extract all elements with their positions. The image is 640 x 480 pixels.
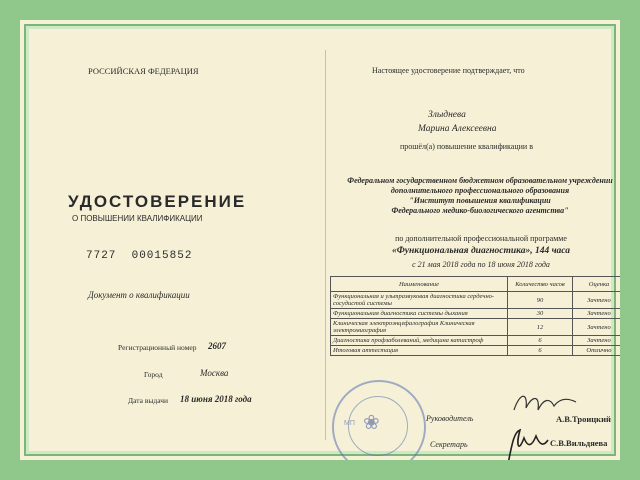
secretary-label: Секретарь [430, 440, 468, 449]
passed-text: прошёл(а) повышение квалификации в [400, 142, 533, 151]
subject-grade: Зачтено [572, 292, 625, 309]
program-name: «Функциональная диагностика», 144 часа [391, 246, 571, 256]
org-line: дополнительного профессионального образования [390, 186, 570, 195]
eagle-emblem-icon: ❀ [363, 412, 380, 434]
subject-hours: 6 [508, 346, 573, 356]
subject-grade: Зачтено [572, 336, 625, 346]
head-label: Руководитель [426, 414, 474, 423]
table-row [331, 292, 626, 309]
stamp-mark: МП [344, 420, 355, 427]
document-type: Документ о квалификации [88, 290, 190, 300]
document-title: УДОСТОВЕРЕНИЕ [68, 192, 247, 211]
issue-date-value: 18 июня 2018 года [180, 394, 252, 404]
subject-name: Клиническая электроэнцефалография Клиническая электромиография [331, 319, 508, 336]
city-label: Город [144, 370, 163, 379]
subject-hours: 6 [508, 336, 573, 346]
program-label: по дополнительной профессиональной программе [395, 234, 567, 243]
subject-hours: 90 [508, 292, 573, 309]
official-stamp [332, 380, 426, 474]
column-header-name: Наименование [331, 277, 508, 292]
country-heading: РОССИЙСКАЯ ФЕДЕРАЦИЯ [88, 66, 199, 76]
head-signature [510, 388, 580, 416]
head-name: А.В.Троицкий [556, 414, 611, 424]
subjects-table [330, 276, 626, 356]
registration-number: 2607 [208, 341, 226, 351]
secretary-name: С.В.Вильдяева [550, 438, 608, 448]
city-value: Москва [200, 368, 229, 378]
subject-hours: 12 [508, 319, 573, 336]
subject-hours: 30 [508, 309, 573, 319]
table-row [331, 336, 626, 346]
holder-surname: Злыднева [428, 110, 466, 120]
subject-grade: Отлично [572, 346, 625, 356]
table-row [331, 346, 626, 356]
table-row [331, 309, 626, 319]
document-subtitle: О ПОВЫШЕНИИ КВАЛИФИКАЦИИ [72, 214, 203, 223]
subject-name: Диагностика профзаболеваний, медицина катастроф [331, 336, 508, 346]
org-line: Федерального медико-биологического агентства" [391, 206, 569, 215]
serial-prefix: 7727 [86, 250, 117, 262]
issue-date-label: Дата выдачи [128, 396, 169, 405]
subject-name: Функциональная диагностика системы дыхания [331, 309, 508, 319]
org-line: "Институт повышения квалификации [409, 196, 551, 205]
training-period: с 21 мая 2018 года по 18 июня 2018 года [412, 260, 550, 269]
table-row [331, 319, 626, 336]
holder-name: Марина Алексеевна [418, 124, 497, 134]
org-line: Федеральном государственном бюджетном образовательном учреждении [347, 176, 613, 185]
column-header-hours: Количество часов [508, 277, 573, 292]
subject-name: Итоговая аттестация [331, 346, 508, 356]
serial-number [86, 250, 192, 262]
serial-digits: 00015852 [131, 250, 193, 262]
secretary-signature [502, 424, 552, 468]
center-divider [325, 50, 326, 440]
subject-grade: Зачтено [572, 309, 625, 319]
column-header-grade: Оценка [572, 277, 625, 292]
organization-name [330, 176, 630, 216]
table-header-row [331, 277, 626, 292]
subject-grade: Зачтено [572, 319, 625, 336]
confirmation-text: Настоящее удостоверение подтверждает, что [372, 66, 525, 75]
registration-label: Регистрационный номер [118, 343, 197, 352]
subject-name: Функциональная и ультразвуковая диагностика сердечно-сосудистой системы [331, 292, 508, 309]
